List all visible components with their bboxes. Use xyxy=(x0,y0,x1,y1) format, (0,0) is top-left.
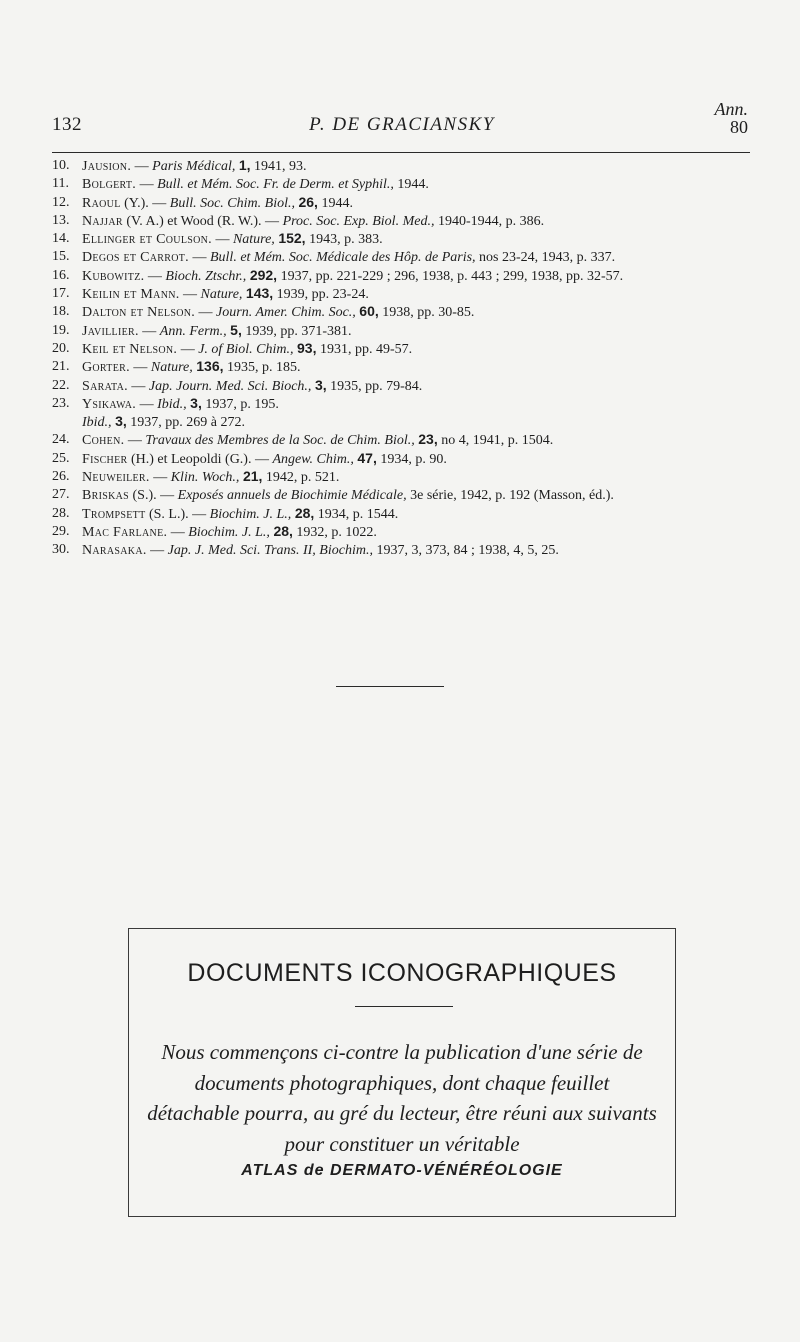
reference-number: 22. xyxy=(52,377,70,393)
reference-authors: Briskas xyxy=(82,488,130,504)
reference-journal: Nature, xyxy=(232,232,275,248)
reference-volume: 143, xyxy=(245,285,274,302)
reference-number: 11. xyxy=(52,176,69,192)
reference-volume: 292, xyxy=(249,266,278,283)
reference-item xyxy=(52,303,767,321)
reference-journal: Paris Médical, xyxy=(152,159,236,174)
reference-volume: 5, xyxy=(230,321,242,338)
reference-details: 1934, p. 1544. xyxy=(317,506,399,522)
reference-details: 1937, 3, 373, 84 ; 1938, 4, 5, 25. xyxy=(376,543,559,559)
reference-details: 1941, 93. xyxy=(254,159,307,174)
reference-number: 10. xyxy=(52,158,70,173)
reference-authors: Ysikawa. xyxy=(82,396,137,412)
reference-journal: Klin. Woch., xyxy=(170,470,240,486)
reference-journal: Nature, xyxy=(150,360,193,376)
reference-journal: Bull. et Mém. Soc. Médicale des Hôp. de Paris, xyxy=(209,250,476,266)
reference-item xyxy=(52,340,767,358)
reference-item xyxy=(52,523,767,541)
reference-item xyxy=(52,248,767,266)
reference-item xyxy=(52,212,767,230)
reference-item xyxy=(52,541,767,559)
reference-details: 3e série, 1942, p. 192 (Masson, éd.). xyxy=(410,488,614,504)
reference-volume: 3, xyxy=(190,394,202,411)
announcement-box xyxy=(128,928,676,1217)
reference-item xyxy=(52,358,767,376)
reference-number: 12. xyxy=(52,194,70,210)
reference-volume: 3, xyxy=(115,413,127,430)
reference-separator: — xyxy=(167,524,189,540)
reference-separator: — xyxy=(146,543,168,559)
reference-separator: (S. L.). — xyxy=(145,506,210,522)
reference-volume: 26, xyxy=(298,193,318,210)
reference-separator: — xyxy=(179,287,201,303)
reference-journal: Bull. et Mém. Soc. Fr. de Derm. et Syphil., xyxy=(157,177,394,193)
reference-authors: Ellinger et Coulson. xyxy=(82,232,212,248)
reference-details: 1939, pp. 371-381. xyxy=(245,323,352,339)
reference-details: 1931, pp. 49-57. xyxy=(319,341,413,357)
reference-number: 14. xyxy=(52,231,70,247)
reference-number: 30. xyxy=(52,542,70,558)
reference-authors: Jausion. xyxy=(82,159,132,174)
reference-authors: Narasaka. xyxy=(82,543,147,559)
reference-separator: — xyxy=(144,268,166,284)
reference-item xyxy=(52,175,767,193)
reference-authors: Mac Farlane. xyxy=(82,524,168,540)
reference-details: 1944. xyxy=(321,195,353,211)
reference-separator: — xyxy=(127,378,149,394)
reference-list xyxy=(52,157,767,560)
reference-journal: Nature, xyxy=(200,287,243,303)
reference-authors: Bolgert. xyxy=(82,177,137,193)
reference-authors: Raoul xyxy=(82,195,121,211)
reference-volume: 93, xyxy=(297,339,317,356)
reference-details: 1934, p. 90. xyxy=(380,451,447,467)
reference-separator: — xyxy=(129,360,151,376)
reference-volume: 28, xyxy=(273,522,293,539)
journal-volume: 80 xyxy=(730,117,748,137)
reference-details: 1937, p. 195. xyxy=(205,396,279,412)
reference-separator: — xyxy=(136,396,158,412)
reference-authors: Dalton et Nelson. xyxy=(82,305,196,321)
announcement-atlas-title: ATLAS de DERMATO-VÉNÉRÉOLOGIE xyxy=(241,1162,563,1179)
reference-authors: Kubowitz. xyxy=(82,268,145,284)
reference-journal: Bioch. Ztschr., xyxy=(165,268,247,284)
reference-number: 24. xyxy=(52,432,70,448)
reference-journal: Biochim. J. L., xyxy=(209,506,292,522)
reference-authors: Keilin et Mann. xyxy=(82,287,180,303)
reference-number: 19. xyxy=(52,322,70,338)
reference-volume: 1, xyxy=(238,157,251,173)
reference-separator: — xyxy=(211,232,233,248)
reference-journal: Exposés annuels de Biochimie Médicale, xyxy=(177,488,407,504)
reference-separator: — xyxy=(124,433,146,449)
section-divider xyxy=(336,686,444,687)
reference-item xyxy=(52,413,767,431)
reference-journal: Proc. Soc. Exp. Biol. Med., xyxy=(282,213,435,229)
reference-journal: Travaux des Membres de la Soc. de Chim. Biol., xyxy=(145,433,415,449)
reference-details: 1942, p. 521. xyxy=(265,470,340,486)
reference-item xyxy=(52,468,767,486)
reference-journal: Bull. Soc. Chim. Biol., xyxy=(169,195,295,211)
header-rule xyxy=(52,152,750,153)
reference-authors: Cohen. xyxy=(82,433,125,449)
reference-volume: 60, xyxy=(359,303,379,320)
reference-number: 27. xyxy=(52,487,70,503)
reference-authors: Degos et Carrot. xyxy=(82,250,189,266)
reference-volume: 28, xyxy=(294,504,315,521)
reference-separator: (V. A.) et Wood (R. W.). — xyxy=(122,213,283,229)
reference-item xyxy=(52,322,767,340)
reference-authors: Gorter. xyxy=(82,360,130,376)
reference-separator: (S.). — xyxy=(129,488,178,504)
reference-separator: — xyxy=(136,177,158,193)
reference-number: 23. xyxy=(52,395,70,411)
reference-item xyxy=(52,395,767,413)
reference-details: nos 23-24, 1943, p. 337. xyxy=(479,250,616,266)
reference-details: no 4, 1941, p. 1504. xyxy=(441,433,554,449)
reference-item xyxy=(52,157,767,175)
journal-reference xyxy=(715,100,749,136)
reference-details: 1935, pp. 79-84. xyxy=(330,378,423,394)
reference-volume: 23, xyxy=(418,431,438,448)
reference-volume: 136, xyxy=(196,358,224,375)
reference-number: 26. xyxy=(52,469,70,485)
reference-item xyxy=(52,285,767,303)
reference-number: 29. xyxy=(52,523,70,539)
reference-separator: — xyxy=(138,323,160,339)
reference-item xyxy=(52,486,767,504)
reference-number: 13. xyxy=(52,212,70,228)
reference-authors: Sarata. xyxy=(82,378,128,394)
reference-number: 16. xyxy=(52,267,70,283)
page-number: 132 xyxy=(52,114,82,135)
reference-item xyxy=(52,505,767,523)
reference-number: 25. xyxy=(52,450,70,466)
reference-details: 1940-1944, p. 386. xyxy=(437,213,545,229)
reference-item xyxy=(52,194,767,212)
reference-journal: Jap. J. Med. Sci. Trans. II, Biochim., xyxy=(167,543,373,559)
running-title: P. DE GRACIANSKY xyxy=(309,114,495,135)
reference-journal: Ibid., xyxy=(157,396,187,412)
reference-details: 1938, pp. 30-85. xyxy=(382,305,475,321)
reference-separator: — xyxy=(149,470,171,486)
reference-item xyxy=(52,450,767,468)
reference-authors: Fischer xyxy=(82,451,128,467)
reference-authors: Neuweiler. xyxy=(82,470,150,486)
announcement-title: DOCUMENTS ICONOGRAPHIQUES xyxy=(187,959,617,987)
reference-separator: (Y.). — xyxy=(120,195,170,211)
reference-item xyxy=(52,377,767,395)
journal-abbreviation: Ann. xyxy=(714,99,748,119)
reference-number: 17. xyxy=(52,286,70,302)
reference-authors: Najjar xyxy=(82,213,123,229)
reference-number: 20. xyxy=(52,340,70,356)
reference-details: 1937, pp. 269 à 272. xyxy=(130,415,245,431)
reference-journal: Journ. Amer. Chim. Soc., xyxy=(216,305,356,321)
reference-details: 1943, p. 383. xyxy=(309,232,383,248)
reference-item xyxy=(52,230,767,248)
reference-volume: 3, xyxy=(314,376,327,393)
reference-journal: Angew. Chim., xyxy=(272,451,354,467)
reference-number: 28. xyxy=(52,505,70,521)
reference-details: 1932, p. 1022. xyxy=(296,524,377,540)
announcement-rule xyxy=(355,1006,453,1007)
reference-journal: J. of Biol. Chim., xyxy=(198,341,294,357)
reference-number: 21. xyxy=(52,359,70,375)
reference-journal: Ann. Ferm., xyxy=(159,323,227,339)
reference-details: 1937, pp. 221-229 ; 296, 1938, p. 443 ; 299, 1938, pp. 32-57. xyxy=(280,268,624,284)
reference-details: 1935, p. 185. xyxy=(227,360,301,376)
reference-separator: — xyxy=(131,159,153,174)
reference-item xyxy=(52,431,767,449)
reference-volume: 21, xyxy=(242,468,263,485)
reference-separator: — xyxy=(177,341,199,357)
reference-details: 1944. xyxy=(397,177,429,193)
reference-authors: Keil et Nelson. xyxy=(82,341,178,357)
reference-authors: Javillier. xyxy=(82,323,139,339)
reference-number: 18. xyxy=(52,304,70,320)
announcement-body: Nous commençons ci-contre la publication d'une série de documents photographiques, dont chaque feuillet détachable pourra, au gré du lecteur, être réuni aux suivants pour constituer un véritable xyxy=(147,1040,657,1156)
reference-authors: Trompsett xyxy=(82,506,146,522)
reference-journal: Biochim. J. L., xyxy=(188,524,270,540)
reference-details: 1939, pp. 23-24. xyxy=(276,287,369,303)
reference-number: 15. xyxy=(52,249,70,265)
reference-volume: 47, xyxy=(357,449,377,466)
page-header xyxy=(52,100,752,154)
reference-volume: 152, xyxy=(278,230,306,247)
reference-separator: — xyxy=(195,305,217,321)
reference-separator: — xyxy=(188,250,210,266)
reference-item xyxy=(52,267,767,285)
reference-separator: (H.) et Leopoldi (G.). — xyxy=(127,451,273,467)
reference-journal: Jap. Journ. Med. Sci. Bioch., xyxy=(148,378,312,394)
reference-journal: Ibid., xyxy=(82,415,112,431)
